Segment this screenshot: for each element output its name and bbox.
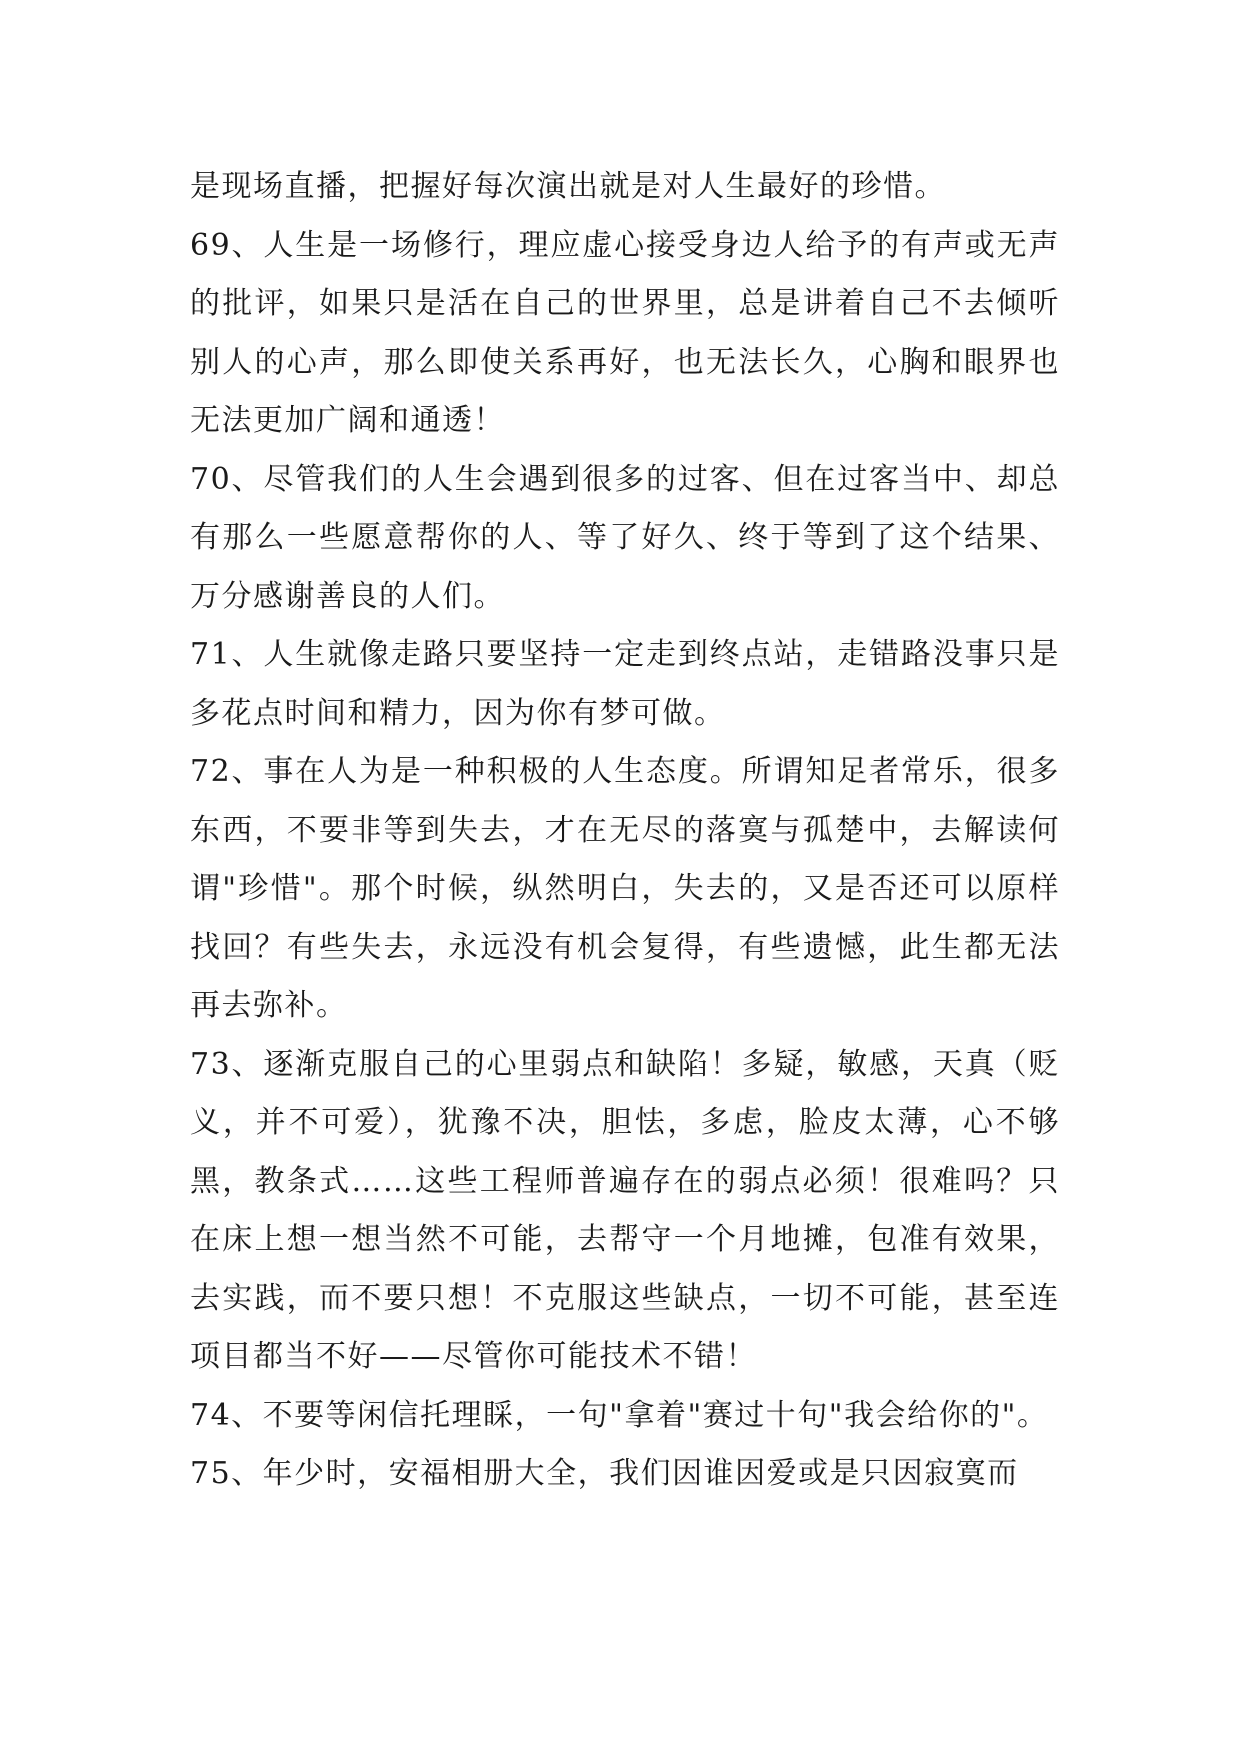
paragraph-70: 70、尽管我们的人生会遇到很多的过客、但在过客当中、却总有那么一些愿意帮你的人、等了好久、终于等到了这个结果、万分感谢善良的人们。 bbox=[190, 461, 1060, 614]
paragraph-75: 75、年少时，安福相册大全，我们因谁因爱或是只因寂寞而 bbox=[190, 1456, 1019, 1491]
paragraph-71: 71、人生就像走路只要坚持一定走到终点站，走错路没事只是多花点时间和精力，因为你有梦可做。 bbox=[190, 637, 1060, 731]
paragraph-69: 69、人生是一场修行，理应虚心接受身边人给予的有声或无声的批评，如果只是活在自己的世界里，总是讲着自己不去倾听别人的心声，那么即使关系再好，也无法长久，心胸和眼界也无法更加广阔和通透！ bbox=[190, 227, 1060, 438]
paragraph-68-continuation: 是现场直播，把握好每次演出就是对人生最好的珍惜。 bbox=[190, 169, 946, 204]
paragraph-73: 73、逐渐克服自己的心里弱点和缺陷！多疑，敏感，天真（贬义，并不可爱），犹豫不决，胆怯，多虑，脸皮太薄，心不够黑，教条式……这些工程师普遍存在的弱点必须！很难吗？只在床上想一想当然不可能，去帮守一个月地摊，包准有效果，去实践，而不要只想！不克服这些缺点，一切不可能，甚至连项目都当不好——尽管你可能技术不错！ bbox=[190, 1046, 1060, 1374]
document-body bbox=[190, 158, 1060, 1504]
paragraph-72: 72、事在人为是一种积极的人生态度。所谓知足者常乐，很多东西，不要非等到失去，才在无尽的落寞与孤楚中，去解读何谓"珍惜"。那个时候，纵然明白，失去的，又是否还可以原样找回？有些失去，永远没有机会复得，有些遗憾，此生都无法再去弥补。 bbox=[190, 754, 1060, 1023]
paragraph-74: 74、不要等闲信托理睬，一句"拿着"赛过十句"我会给你的"。 bbox=[190, 1397, 1049, 1433]
